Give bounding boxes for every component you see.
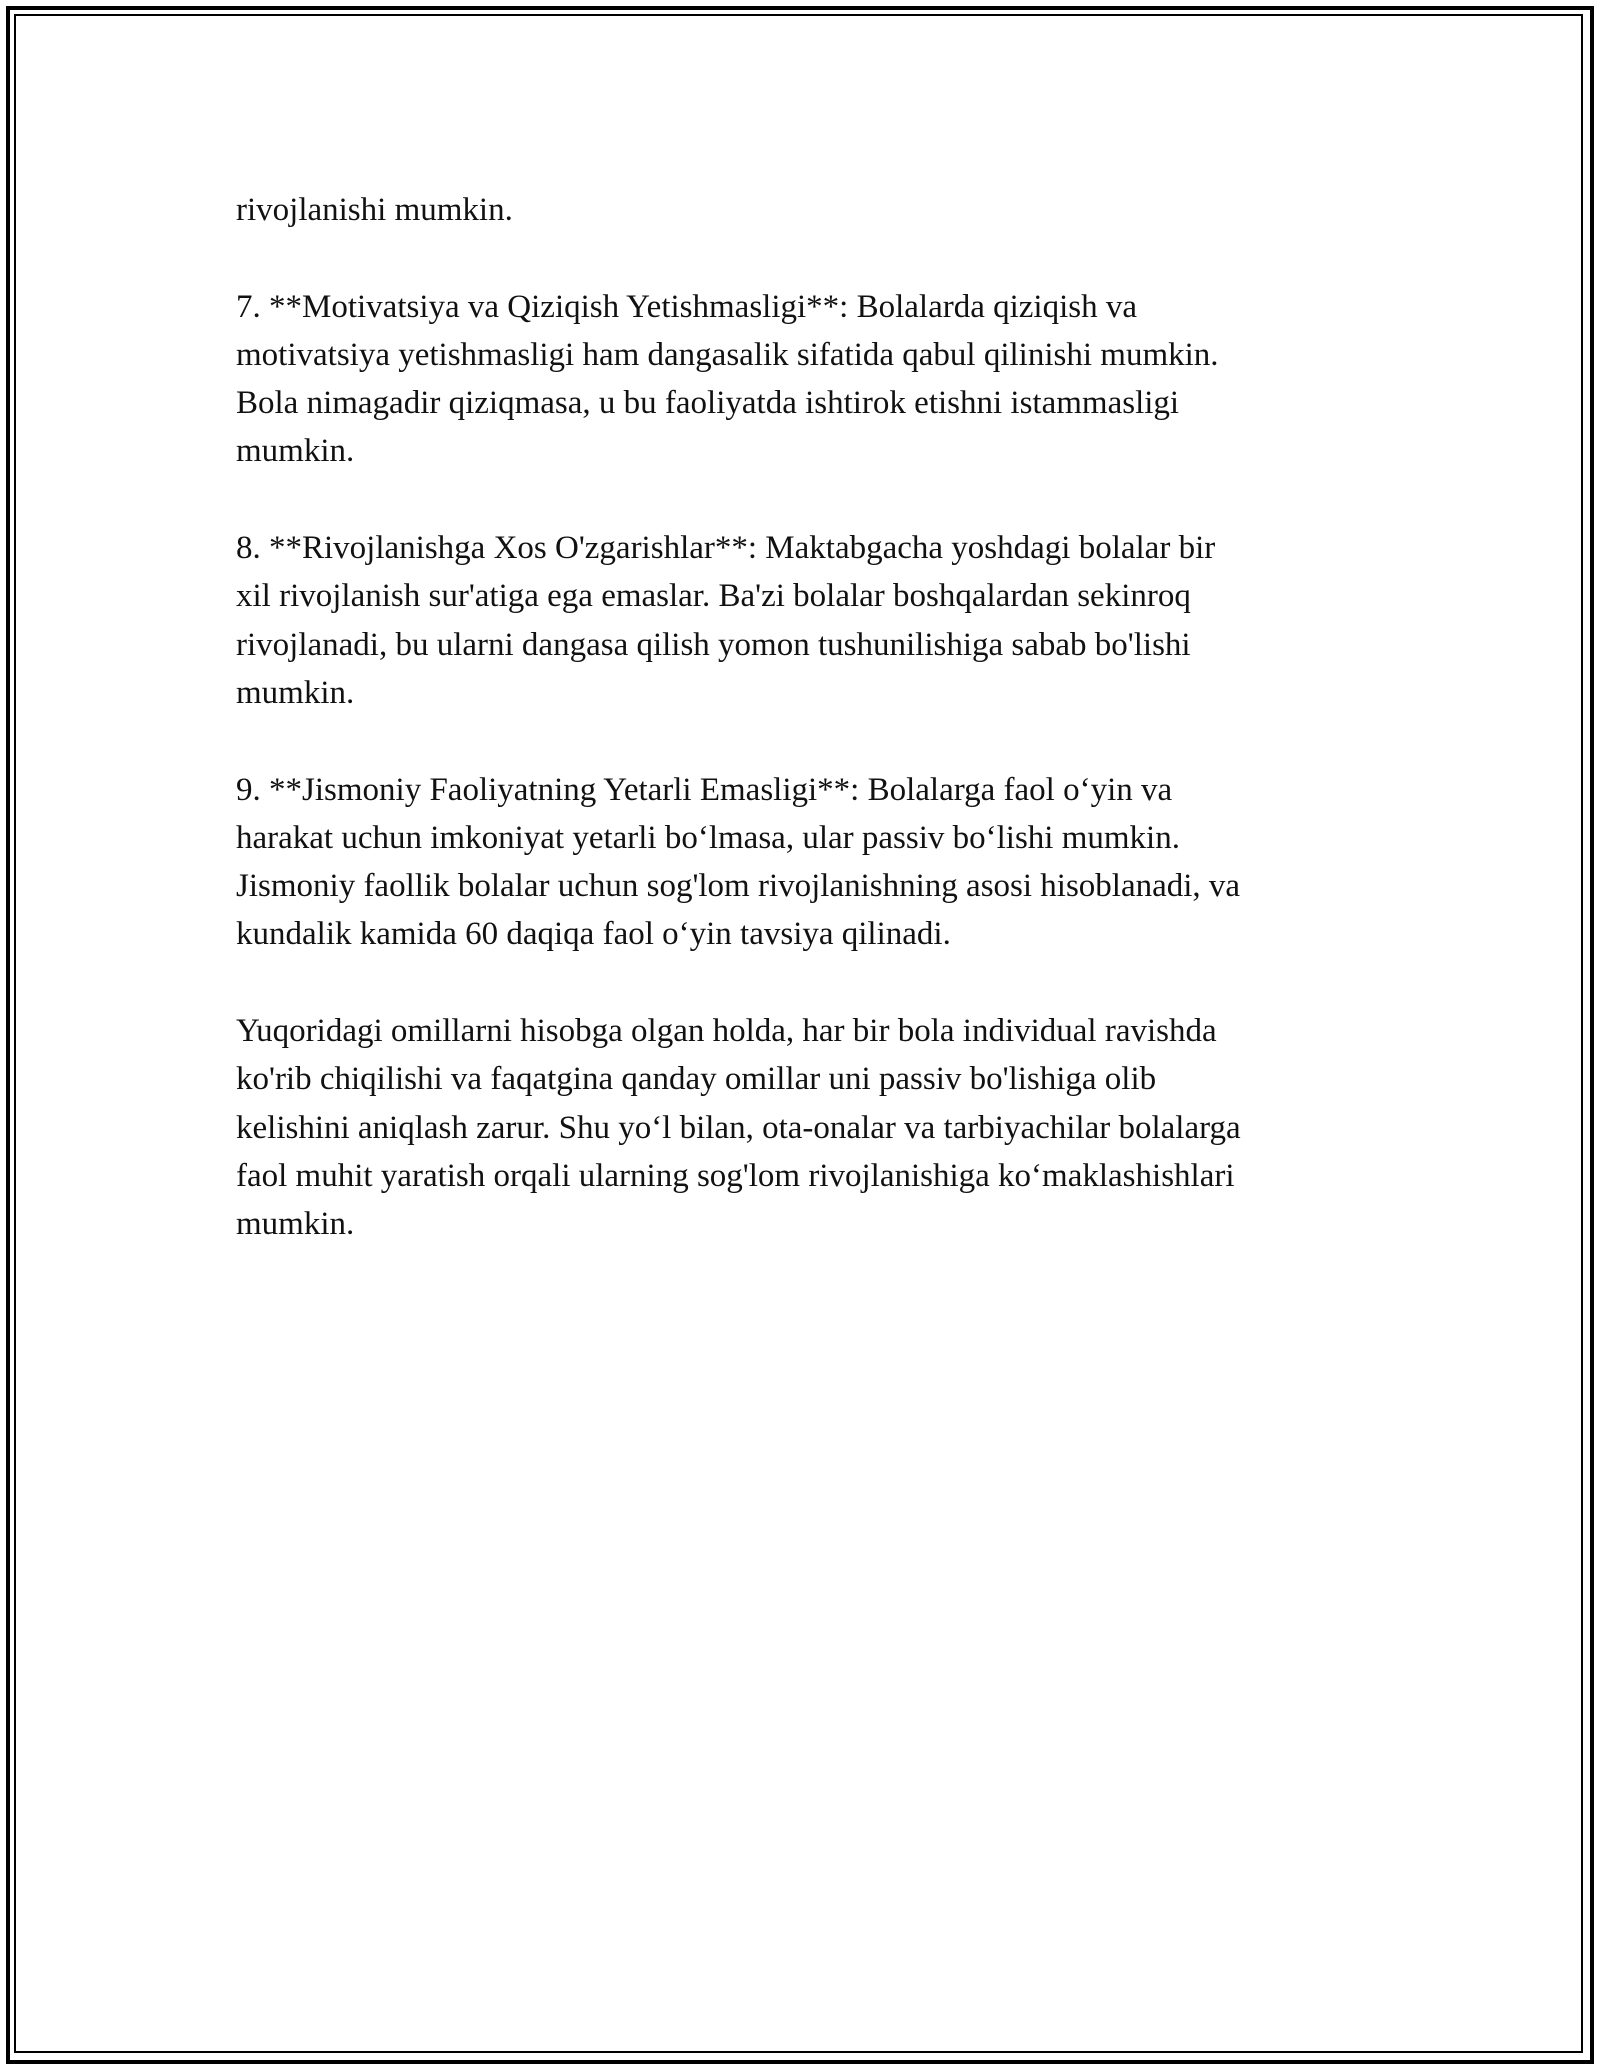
paragraph-item-7: 7. **Motivatsiya va Qiziqish Yetishmasligi**: Bolalarda qiziqish va motivatsiya yetishmasligi ham dangasalik sifatida qabul qilinishi mumkin. Bola nimagadir qiziqmasa, u bu faoliyatda ishtirok etishni istammasligi mumkin. — [236, 288, 1219, 470]
paragraph-item-8: 8. **Rivojlanishga Xos O'zgarishlar**: Maktabgacha yoshdagi bolalar bir xil rivojlanish sur'atiga ega emaslar. Ba'zi bolalar boshqalardan sekinroq rivojlanadi, bu ularni dangasa qilish yomon tushunilishiga sabab bo'lishi mumkin. — [236, 530, 1216, 711]
paragraph-item-9: 9. **Jismoniy Faoliyatning Yetarli Emasligi**: Bolalarga faol o‘yin va harakat uchun imkoniyat yetarli bo‘lmasa, ular passiv bo‘lishi mumkin. Jismoniy faollik bolalar uchun sog'lom rivojlanishning asosi hisoblanadi, va kundalik kamida 60 daqiqa faol o‘yin tavsiya qilinadi. — [236, 771, 1241, 953]
paragraph-continuation: rivojlanishi mumkin. — [236, 192, 513, 228]
paragraph-conclusion: Yuqoridagi omillarni hisobga olgan holda, har bir bola individual ravishda ko'rib chiqilishi va faqatgina qanday omillar uni passiv bo'lishiga olib kelishini aniqlash zarur. Shu yo‘l bilan, ota-onalar va tarbiyachilar bolalarga faol muhit yaratish orqali ularning sog'lom rivojlanishiga ko‘maklashishlari mumkin. — [236, 1013, 1241, 1243]
document-body — [236, 186, 1376, 1297]
